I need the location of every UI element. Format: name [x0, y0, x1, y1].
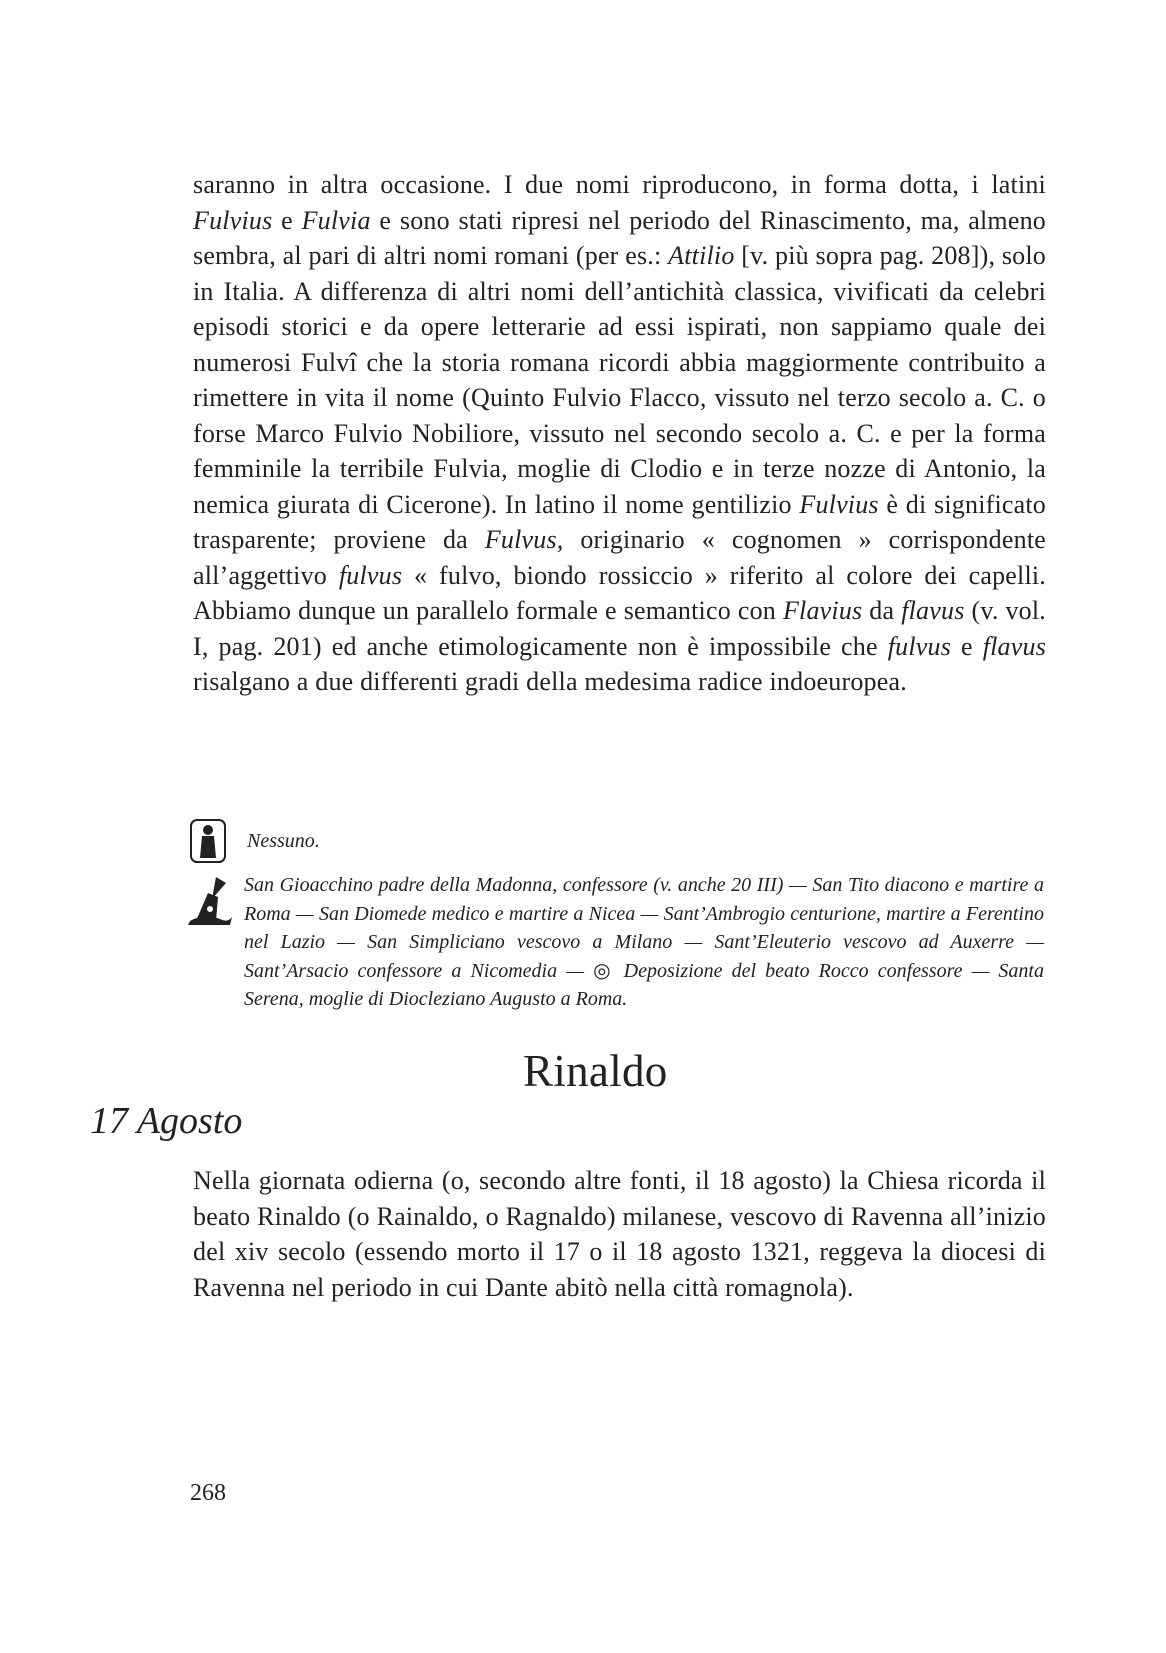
patron-saint-row — [184, 818, 1046, 864]
italic-term: Fulvus, — [484, 525, 564, 554]
italic-term: fulvus — [338, 560, 403, 590]
text-run: (v. vol. I, pag. 201) ed anche etimologicamente non è impossibile che — [193, 596, 1047, 661]
text-run: San Gioacchino padre della Madonna, confessore (v. anche 20 III) — San Tito diacono e martire a Roma — San Diomede medico e martire a Nicea — Sant’Ambrogio centurione, martire a Ferentino nel Lazio — San Simpliciano vescovo a Milano — Sant’Eleuterio vescovo ad Auxerre — Sant’Arsacio confessore a Nicomedia — — [244, 874, 1044, 982]
italic-term: fulvus — [887, 631, 952, 661]
section-title: Rinaldo — [523, 1046, 668, 1096]
martyrology-block — [184, 871, 1046, 1031]
text-run: [v. più sopra pag. 208]), solo in Italia. A differenza di altri nomi dell’antichità classica, vivificati da celebri episodi storici e da opere letterarie ad essi ispirati, non sappiamo quale dei numerosi Fulvî che la storia romana ricordi abbia maggiormente contribuito a rimettere in vita il nome (Quinto Fulvio Flacco, vissuto nel terzo secolo a. C. o forse Marco Fulvio Nobiliore, vissuto nel secondo secolo a. C. e per la forma femminile la terribile Fulvia, moglie di Clodio e in terze nozze di Antonio, la nemica giurata di Cicerone). In latino il nome gentilizio — [193, 241, 1046, 519]
italic-term: Flavius — [782, 596, 863, 625]
martyr-emblem-icon — [186, 875, 236, 927]
text-run: Deposizione del beato Rocco confessore — Santa Serena, moglie di Diocleziano Augusto a Roma. — [244, 959, 1044, 1010]
italic-term: Attilio — [668, 241, 735, 270]
text-run: e sono stati ripresi nel periodo del Rinascimento, ma, almeno sembra, al pari di altri nomi romani (per es.: — [193, 205, 1046, 270]
text-run: « fulvo, biondo rossiccio » riferito al colore dei capelli. Abbiamo dunque un parallelo formale e semantico con — [193, 560, 1046, 625]
page-number: 268 — [190, 1480, 226, 1506]
date-label: 17 Agosto — [90, 1100, 243, 1142]
italic-term: Fulvius — [193, 205, 273, 235]
martyrology-text — [244, 871, 1044, 1014]
patron-saint-text: Nessuno. — [247, 830, 320, 852]
text-run: è di significato trasparente; proviene da — [193, 489, 1046, 554]
praying-figure-icon — [188, 818, 228, 864]
italic-term: flavus — [901, 596, 965, 625]
text-run: Nella giornata odierna (o, secondo altre fonti, il 18 agosto) la Chiesa ricorda il beato Rinaldo (o Rainaldo, o Ragnaldo) milanese, vescovo di Ravenna all’inizio del xiv secolo (essendo morto il 17 o il 18 agosto 1321, reggeva la diocesi di Ravenna nel periodo in cui Dante abitò nella città romagnola). — [193, 1166, 1046, 1302]
text-run: da — [862, 596, 902, 625]
text-run: originario « cognomen » corrispondente all’aggettivo — [193, 525, 1046, 590]
text-run: saranno in altra occasione. I due nomi riproducono, in forma dotta, i latini — [193, 170, 1046, 199]
italic-term: Fulvia — [301, 205, 371, 235]
text-run: e — [272, 205, 302, 235]
text-run: e — [951, 631, 983, 661]
italic-term: Fulvius — [799, 489, 879, 519]
circled-dot-icon: ◎ — [593, 959, 615, 982]
rinaldo-paragraph — [193, 1163, 1046, 1305]
intro-paragraph — [193, 167, 1046, 700]
italic-term: flavus — [982, 631, 1047, 661]
text-run: risalgano a due differenti gradi della medesima radice indoeuropea. — [193, 667, 907, 696]
